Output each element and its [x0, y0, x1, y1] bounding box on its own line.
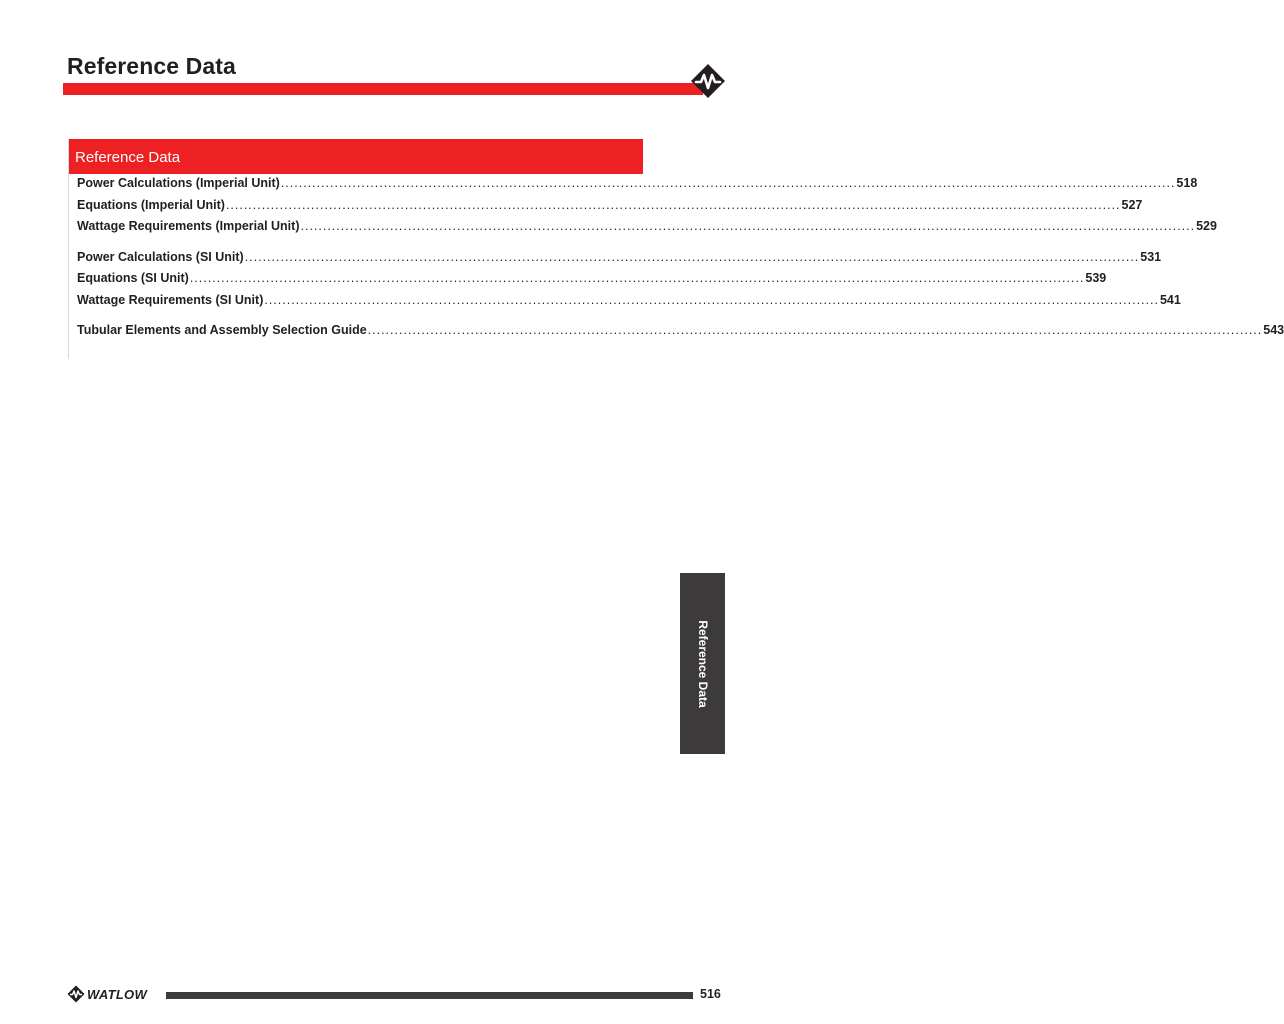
page-number: 516: [700, 987, 721, 1001]
toc-entry-label: Equations (SI Unit): [77, 271, 189, 285]
page-title: Reference Data: [67, 53, 236, 79]
toc-entry[interactable]: [77, 197, 1143, 220]
toc-heading: Reference Data: [69, 139, 643, 174]
toc-entry-page: 531: [1140, 249, 1162, 264]
toc-entry-page: 518: [1176, 176, 1198, 190]
dot-leader: ........................................................................................................................................................................................................: [244, 249, 1140, 264]
dot-leader: ........................................................................................................................................................................................................: [264, 292, 1159, 307]
toc-group-tubular: [77, 323, 1284, 345]
toc-entry-page: 529: [1196, 219, 1217, 233]
toc-group-si: [77, 249, 1181, 315]
dot-leader: ........................................................................................................................................................................................................: [280, 176, 1176, 190]
toc-group-imperial: [77, 176, 1217, 241]
footer-brand: WATLOW: [87, 986, 148, 1002]
toc-entry-label: Power Calculations (SI Unit): [77, 249, 244, 264]
toc-entry-page: 543: [1263, 323, 1284, 337]
side-tab[interactable]: [680, 573, 725, 754]
toc-entry[interactable]: [77, 292, 1181, 315]
watlow-mark-icon: [67, 985, 85, 1003]
footer-rule: [166, 992, 693, 999]
toc-entry-label: Tubular Elements and Assembly Selection Guide: [77, 323, 367, 337]
footer-logo: [67, 985, 147, 1003]
dot-leader: ........................................................................................................................................................................................................: [300, 219, 1196, 233]
toc-entry-label: Wattage Requirements (Imperial Unit): [77, 219, 300, 233]
toc-entry-label: Wattage Requirements (SI Unit): [77, 292, 264, 307]
toc-entry[interactable]: [77, 176, 1198, 198]
dot-leader: ........................................................................................................................................................................................................: [225, 197, 1121, 212]
toc-entry-page: 539: [1085, 271, 1107, 285]
toc-entry-page: 527: [1121, 197, 1143, 212]
toc-entry-page: 541: [1159, 292, 1181, 307]
watlow-diamond-icon: [690, 63, 726, 99]
toc-entry-label: Power Calculations (Imperial Unit): [77, 176, 280, 190]
toc-entry[interactable]: [77, 323, 1284, 345]
title-rule: [63, 83, 703, 95]
side-tab-label: Reference Data: [695, 619, 710, 708]
dot-leader: ........................................................................................................................................................................................................: [367, 323, 1263, 337]
toc-entry[interactable]: [77, 249, 1162, 272]
toc-entry-label: Equations (Imperial Unit): [77, 197, 225, 212]
toc-entry[interactable]: [77, 219, 1217, 241]
dot-leader: ........................................................................................................................................................................................................: [189, 271, 1085, 285]
toc-entry[interactable]: [77, 271, 1107, 293]
toc-box: [68, 139, 1284, 359]
